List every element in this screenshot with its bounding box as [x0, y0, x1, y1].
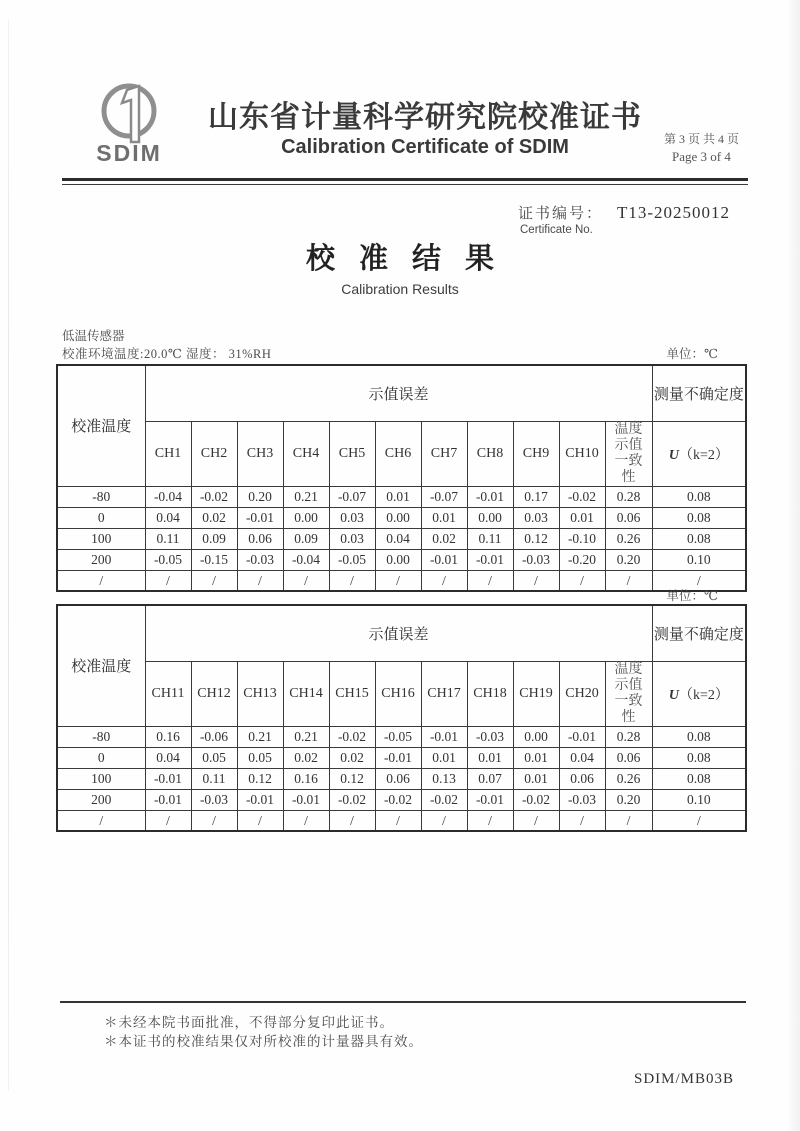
value-cell: 0.26 [605, 768, 652, 789]
value-cell: -0.20 [559, 549, 605, 570]
value-cell: -0.02 [421, 789, 467, 810]
value-cell: -0.06 [191, 726, 237, 747]
page-indicator-en: Page 3 of 4 [672, 149, 731, 164]
value-cell: 0.10 [652, 549, 746, 570]
value-cell: 0.01 [421, 507, 467, 528]
results-title-zh: 校准结果 [305, 243, 518, 275]
value-cell: -0.03 [513, 549, 559, 570]
value-cell: 0.11 [467, 528, 513, 549]
channel-header-ch19: CH19 [513, 661, 559, 726]
value-cell: -0.02 [329, 726, 375, 747]
value-cell: 0.05 [191, 747, 237, 768]
value-cell: 0.00 [467, 507, 513, 528]
value-cell: 0.12 [237, 768, 283, 789]
value-cell: / [467, 570, 513, 591]
value-cell: 0.09 [283, 528, 329, 549]
value-cell: 0.21 [283, 726, 329, 747]
unit-label-2: 单位：℃ [666, 589, 718, 603]
table-row [57, 768, 746, 789]
value-cell: 0.02 [191, 507, 237, 528]
footer-note-1: ＊未经本院书面批准，不得部分复印此证书。 [104, 1015, 394, 1030]
uncertainty-header: 测量不确定度 [652, 365, 746, 421]
value-cell: -0.01 [421, 549, 467, 570]
table-row [57, 810, 746, 831]
temp-cell: -80 [57, 486, 145, 507]
form-code: SDIM/MB03B [634, 1071, 735, 1087]
value-cell: 0.28 [605, 486, 652, 507]
channel-header-ch16: CH16 [375, 661, 421, 726]
channel-header-ch1: CH1 [145, 421, 191, 486]
consistency-header: 温度示值一致性 [605, 421, 652, 486]
value-cell: 0.01 [559, 507, 605, 528]
value-cell: 0.03 [329, 528, 375, 549]
certificate-number-label-en: Certificate No. [520, 224, 593, 236]
value-cell: -0.07 [329, 486, 375, 507]
value-cell: -0.04 [283, 549, 329, 570]
channel-header-ch8: CH8 [467, 421, 513, 486]
footer-note-2: ＊本证书的校准结果仅对所校准的计量器具有效。 [104, 1034, 423, 1049]
channel-header-ch5: CH5 [329, 421, 375, 486]
value-cell: / [191, 570, 237, 591]
value-cell: 0.06 [237, 528, 283, 549]
value-cell: / [375, 570, 421, 591]
channel-header-ch17: CH17 [421, 661, 467, 726]
temp-cell: 0 [57, 507, 145, 528]
value-cell: / [375, 810, 421, 831]
channel-header-ch11: CH11 [145, 661, 191, 726]
value-cell: 0.09 [191, 528, 237, 549]
value-cell: -0.10 [559, 528, 605, 549]
channel-header-ch18: CH18 [467, 661, 513, 726]
value-cell: 0.00 [283, 507, 329, 528]
value-cell: 0.26 [605, 528, 652, 549]
value-cell: -0.02 [513, 789, 559, 810]
table-row [57, 528, 746, 549]
channel-header-ch4: CH4 [283, 421, 329, 486]
error-table-ch1-10 [56, 364, 745, 592]
u-k2-header: U（k=2） [652, 661, 746, 726]
table-row [57, 486, 746, 507]
value-cell: 0.02 [283, 747, 329, 768]
table-row [57, 726, 746, 747]
value-cell: 0.08 [652, 726, 746, 747]
value-cell: 0.17 [513, 486, 559, 507]
value-cell: -0.03 [237, 549, 283, 570]
value-cell: -0.07 [421, 486, 467, 507]
page-indicator-zh: 第 3 页 共 4 页 [664, 132, 740, 146]
temp-cell: -80 [57, 726, 145, 747]
value-cell: 0.04 [559, 747, 605, 768]
temp-cell: 0 [57, 747, 145, 768]
table-row [57, 507, 746, 528]
value-cell: 0.06 [559, 768, 605, 789]
value-cell: -0.01 [467, 789, 513, 810]
header-divider [62, 178, 748, 185]
value-cell: / [513, 570, 559, 591]
certificate-number-row [518, 202, 730, 223]
value-cell: 0.06 [605, 747, 652, 768]
value-cell: -0.01 [145, 789, 191, 810]
value-cell: -0.02 [375, 789, 421, 810]
temp-cell: / [57, 570, 145, 591]
value-cell: / [467, 810, 513, 831]
value-cell: 0.01 [513, 747, 559, 768]
value-cell: 0.13 [421, 768, 467, 789]
value-cell: 0.20 [605, 549, 652, 570]
value-cell: 0.08 [652, 507, 746, 528]
value-cell: / [421, 810, 467, 831]
device-name: 低温传感器 [62, 329, 125, 343]
value-cell: 0.12 [513, 528, 559, 549]
value-cell: 0.03 [513, 507, 559, 528]
value-cell: 0.04 [375, 528, 421, 549]
value-cell: -0.01 [237, 507, 283, 528]
value-cell: -0.05 [145, 549, 191, 570]
certificate-title-zh: 山东省计量科学研究院校准证书 [208, 101, 642, 134]
value-cell: 0.04 [145, 747, 191, 768]
value-cell: / [283, 810, 329, 831]
value-cell: / [559, 570, 605, 591]
u-symbol: U [668, 447, 679, 463]
value-cell: 0.08 [652, 486, 746, 507]
value-cell: / [329, 570, 375, 591]
value-cell: 0.00 [375, 507, 421, 528]
value-cell: -0.01 [375, 747, 421, 768]
channel-header-ch10: CH10 [559, 421, 605, 486]
footer-notes [104, 1013, 423, 1051]
error-group-header: 示值误差 [145, 605, 652, 661]
value-cell: 0.00 [513, 726, 559, 747]
value-cell: / [283, 570, 329, 591]
u-symbol: U [668, 687, 679, 703]
value-cell: -0.01 [421, 726, 467, 747]
value-cell: / [421, 570, 467, 591]
value-cell: -0.02 [191, 486, 237, 507]
value-cell: -0.03 [467, 726, 513, 747]
temp-cell: 100 [57, 768, 145, 789]
channel-header-ch13: CH13 [237, 661, 283, 726]
value-cell: 0.08 [652, 528, 746, 549]
value-cell: 0.08 [652, 768, 746, 789]
value-cell: / [145, 570, 191, 591]
table-row [57, 747, 746, 768]
value-cell: / [145, 810, 191, 831]
value-cell: 0.20 [605, 789, 652, 810]
channel-header-ch6: CH6 [375, 421, 421, 486]
value-cell: -0.01 [467, 549, 513, 570]
value-cell: 0.28 [605, 726, 652, 747]
value-cell: / [652, 570, 746, 591]
value-cell: 0.03 [329, 507, 375, 528]
value-cell: / [652, 810, 746, 831]
value-cell: / [513, 810, 559, 831]
value-cell: 0.16 [283, 768, 329, 789]
error-table-ch11-20 [56, 604, 745, 832]
table-row [57, 549, 746, 570]
value-cell: 0.02 [329, 747, 375, 768]
uncertainty-header: 测量不确定度 [652, 605, 746, 661]
value-cell: -0.02 [329, 789, 375, 810]
value-cell: / [237, 810, 283, 831]
page-indicator [664, 131, 784, 165]
channel-header-ch14: CH14 [283, 661, 329, 726]
value-cell: 0.01 [467, 747, 513, 768]
value-cell: / [191, 810, 237, 831]
value-cell: 0.10 [652, 789, 746, 810]
table-row [57, 789, 746, 810]
value-cell: / [605, 810, 652, 831]
value-cell: -0.01 [283, 789, 329, 810]
value-cell: / [237, 570, 283, 591]
value-cell: 0.06 [375, 768, 421, 789]
value-cell: -0.01 [237, 789, 283, 810]
u-k2-header: U（k=2） [652, 421, 746, 486]
unit-label-1: 单位：℃ [666, 347, 718, 361]
value-cell: 0.01 [375, 486, 421, 507]
value-cell: -0.15 [191, 549, 237, 570]
certificate-number-value: T13-20250012 [617, 203, 731, 222]
channel-header-ch12: CH12 [191, 661, 237, 726]
error-group-header: 示值误差 [145, 365, 652, 421]
environment-conditions: 校准环境温度:20.0℃ 湿度： 31%RH [62, 347, 272, 361]
value-cell: 0.11 [145, 528, 191, 549]
temp-column-header: 校准温度 [57, 365, 145, 486]
channel-header-ch9: CH9 [513, 421, 559, 486]
value-cell: / [559, 810, 605, 831]
value-cell: -0.04 [145, 486, 191, 507]
table-row [57, 570, 746, 591]
value-cell: -0.01 [559, 726, 605, 747]
sdim-logo [76, 80, 182, 167]
calibration-table-2 [56, 604, 747, 832]
value-cell: 0.01 [421, 747, 467, 768]
certificate-number-label: 证书编号： [518, 206, 604, 222]
value-cell: 0.07 [467, 768, 513, 789]
temp-column-header: 校准温度 [57, 605, 145, 726]
value-cell: -0.01 [145, 768, 191, 789]
sdim-circle-one-icon [89, 80, 169, 146]
value-cell: -0.03 [559, 789, 605, 810]
consistency-header: 温度示值一致性 [605, 661, 652, 726]
temp-cell: / [57, 810, 145, 831]
value-cell: -0.05 [329, 549, 375, 570]
value-cell: 0.05 [237, 747, 283, 768]
value-cell: 0.04 [145, 507, 191, 528]
value-cell: -0.01 [467, 486, 513, 507]
value-cell: 0.02 [421, 528, 467, 549]
value-cell: 0.11 [191, 768, 237, 789]
value-cell: 0.21 [237, 726, 283, 747]
value-cell: 0.12 [329, 768, 375, 789]
logo-label: SDIM [96, 140, 162, 166]
temp-cell: 100 [57, 528, 145, 549]
temp-cell: 200 [57, 789, 145, 810]
value-cell: 0.20 [237, 486, 283, 507]
value-cell: 0.16 [145, 726, 191, 747]
value-cell: 0.00 [375, 549, 421, 570]
channel-header-ch7: CH7 [421, 421, 467, 486]
value-cell: / [605, 570, 652, 591]
value-cell: 0.08 [652, 747, 746, 768]
certificate-title-en: Calibration Certificate of SDIM [281, 136, 569, 158]
calibration-table-1 [56, 364, 747, 592]
value-cell: 0.21 [283, 486, 329, 507]
temp-cell: 200 [57, 549, 145, 570]
value-cell: -0.03 [191, 789, 237, 810]
channel-header-ch3: CH3 [237, 421, 283, 486]
results-title-en: Calibration Results [341, 281, 459, 297]
channel-header-ch15: CH15 [329, 661, 375, 726]
footer-divider [60, 1001, 746, 1003]
value-cell: 0.06 [605, 507, 652, 528]
channel-header-ch20: CH20 [559, 661, 605, 726]
channel-header-ch2: CH2 [191, 421, 237, 486]
value-cell: 0.01 [513, 768, 559, 789]
value-cell: -0.05 [375, 726, 421, 747]
value-cell: / [329, 810, 375, 831]
value-cell: -0.02 [559, 486, 605, 507]
